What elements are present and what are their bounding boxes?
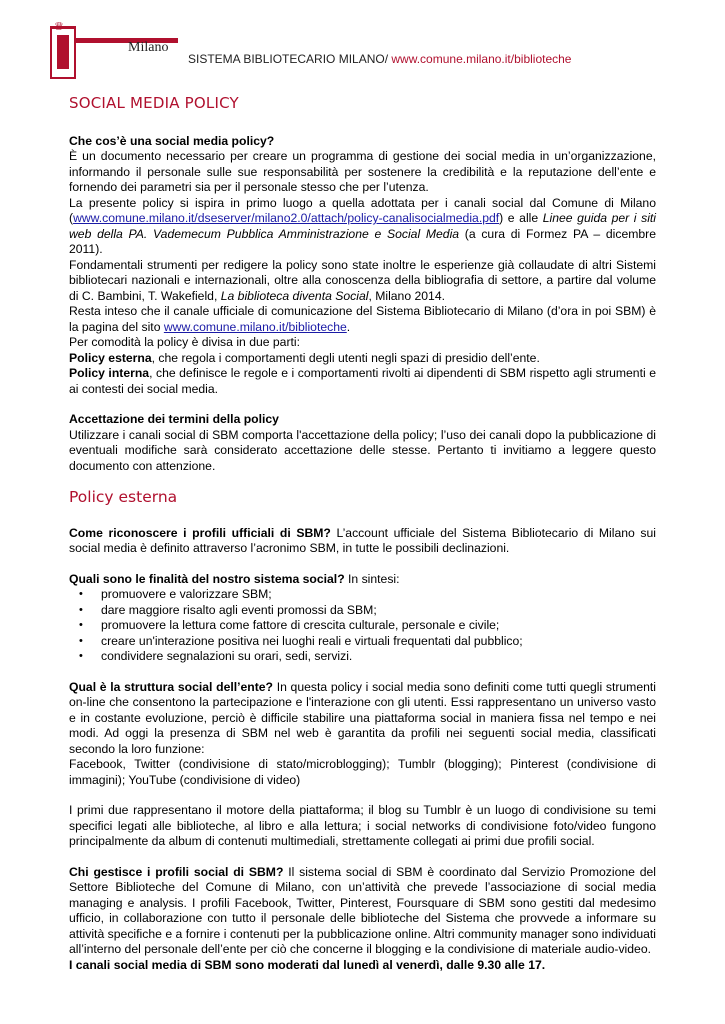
intro-paragraph-6: Policy esterna, che regola i comportamenti degli utenti negli spazi di presidio dell’ente. <box>69 350 540 365</box>
intro-question: Che cos’è una social media policy? <box>69 133 275 148</box>
intro-paragraph-2: La presente policy si ispira in primo luogo a quella adottata per i canali social dal Comune di Milano (www.comune.milano.it/dseserver/milano2.0/attach/policy-canalisocialmedia.pdf) e alle Linee guida per i siti web della PA. Vademecum Pubblica Amministrazione e Social Media (a cura di Formez PA – dicembre 2011). <box>69 195 657 256</box>
external-q3: Qual è la struttura social dell’ente? In questa policy i social media sono definiti come tutti quegli strumenti on-line che consentono la partecipazione e l'interazione con gli utenti. Essi rappresentano un universo vasto e in costante evoluzione, perciò è difficile stabilire una piattaforma social in maniera fissa nel tempo e nei modi. Ad oggi la presenza di SBM nel web è garantita da profili nei seguenti social media, classificati secondo la loro funzione: <box>69 679 656 756</box>
accept-heading: Accettazione dei termini della policy <box>69 412 279 426</box>
list-item: • dare maggiore risalto agli eventi promossi da SBM; <box>101 603 656 619</box>
external-q3-detail: I primi due rappresentano il motore della piattaforma; il blog su Tumblr è un luogo di condivisione su temi specifici legati alle biblioteche, al libro e alla lettura; i social networks di condivisione foto/video fungono principalmente da album di contenuti multimediali, strettamente collegati ai primi due profili social. <box>69 803 656 848</box>
list-item: • condividere segnalazioni su orari, sedi, servizi. <box>101 649 656 665</box>
document-body <box>69 96 656 973</box>
page-header <box>48 20 688 80</box>
header-line <box>188 52 571 68</box>
external-q3-platforms: Facebook, Twitter (condivisione di stato/microblogging); Tumblr (blogging); Pinterest (condivisione di immagini); YouTube (condivisione di video) <box>69 757 656 787</box>
intro-paragraph-7: Policy interna, che definisce le regole e i comportamenti rivolti ai dipendenti di SBM rispetto agli strumenti e ai contesti dei social media. <box>69 366 656 396</box>
moderation-hours: I canali social media di SBM sono moderati dal lunedì al venerdì, dalle 9.30 alle 17. <box>69 957 546 972</box>
crown-icon: ♛ <box>54 21 64 33</box>
policy-pdf-link[interactable]: www.comune.milano.it/dseserver/milano2.0/attach/policy-canalisocialmedia.pdf <box>73 211 500 225</box>
logo-text: Milano <box>128 40 169 55</box>
intro-paragraph-5: Per comodità la policy è divisa in due parti: <box>69 335 301 349</box>
section-title-external: Policy esterna <box>69 488 178 506</box>
list-item: • promuovere e valorizzare SBM; <box>101 587 656 603</box>
header-prefix: SISTEMA BIBLIOTECARIO MILANO/ <box>188 52 392 66</box>
list-item: • creare un'interazione positiva nei luoghi reali e virtuali frequentati dal pubblico; <box>101 634 656 650</box>
list-item: • promuovere la lettura come fattore di crescita culturale, personale e civile; <box>101 618 656 634</box>
external-q1: Come riconoscere i profili ufficiali di SBM? L’account ufficiale del Sistema Bibliotecario di Milano sui social media è definito attraverso l’acronimo SBM, in tutte le possibili declinazioni. <box>69 525 656 555</box>
page-title: SOCIAL MEDIA POLICY <box>69 94 239 112</box>
external-q2: Quali sono le finalità del nostro sistema social? In sintesi: <box>69 571 400 586</box>
comune-milano-logo <box>48 20 188 78</box>
intro-paragraph-1: È un documento necessario per creare un programma di gestione dei social media in un’organizzazione, informando il personale sulle sue responsabilità per sostenere la credibilità e la reputazione dell’ente e fornendo dei parametri sia per il personale stesso che per l’utenza. <box>69 149 656 194</box>
external-q4: Chi gestisce i profili social di SBM? Il sistema social di SBM è coordinato dal Servizio Promozione del Settore Biblioteche del Comune di Milano, con un’attività che prevede l’associazione di social media managing e analysis. I profili Facebook, Twitter, Pinterest, Foursquare di SBM sono gestiti dal medesimo ufficio, in collaborazione con tutto il personale delle biblioteche del Sistema che provvede a informare su attività specifiche e a fornire i contenuti per la pubblicazione online. Altri community manager sono individuati all’interno del personale dell’ente per ciò che concerne il blogging e la condivisione di materiale audio-video. <box>69 864 657 956</box>
biblioteche-link[interactable]: www.comune.milano.it/biblioteche <box>163 319 347 334</box>
intro-paragraph-3: Fondamentali strumenti per redigere la policy sono state inoltre le esperienze già collaudate di altri Sistemi bibliotecari nazionali e internazionali, oltre alla conoscenza della bibliografia di settore, a partire dal volume di C. Bambini, T. Wakefield, La biblioteca diventa Social, Milano 2014. <box>69 257 656 303</box>
accept-text: Utilizzare i canali social di SBM comporta l'accettazione della policy; l’uso dei canali dopo la pubblicazione di eventuali modifiche sarà considerato accettazione delle stesse. Pertanto ti invitiamo a leggere questo documento con attenzione. <box>69 427 656 473</box>
goals-list <box>69 587 656 665</box>
intro-paragraph-4: Resta inteso che il canale ufficiale di comunicazione del Sistema Bibliotecario di Milano (d’ora in poi SBM) è la pagina del sito www.comune.milano.it/biblioteche. <box>69 304 656 334</box>
header-url-link[interactable]: www.comune.milano.it/biblioteche <box>391 52 572 66</box>
